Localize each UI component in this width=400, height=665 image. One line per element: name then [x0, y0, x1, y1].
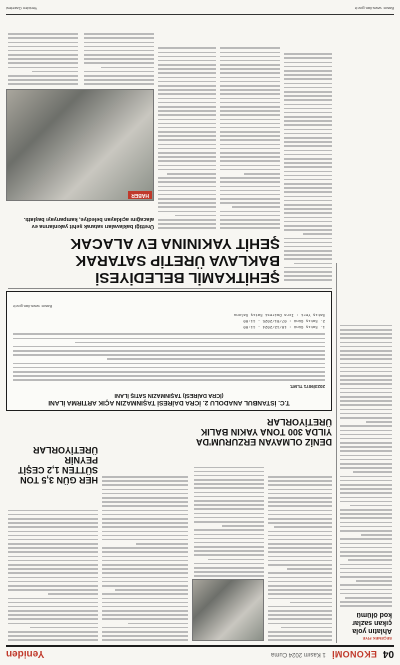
- page-number: 04: [382, 648, 394, 660]
- notice-row: Satış Yeri : İcra Dairesi Satış Salonu: [233, 312, 325, 316]
- main-headline-line1: ŞEHİTKAMİL BELEDİYESİ: [95, 269, 280, 286]
- notice-row: 1. Satış Günü : 10/12/2024 - 11:00: [243, 324, 325, 328]
- notice-subtitle: (İCRA DAİRESİ) TAŞINMAZIN SATIŞ İLANI: [114, 392, 224, 398]
- main-subhead: Ürettiği baklavaları satarak şehit yakınlarına ev alacağını açıklayan belediye, kampanyayı başlattı.: [23, 216, 154, 229]
- side-kicker: SEÇENEK FİYE: [362, 636, 392, 641]
- baklava-photo: [6, 89, 154, 201]
- footer-left: Basın: www.ilan.gov.tr: [354, 6, 394, 12]
- section-title: EKONOMİ: [331, 649, 377, 659]
- side-column-text: [340, 277, 392, 607]
- newspaper-logo: Yeniden: [6, 648, 45, 660]
- footer-right: Yeniden Gazetesi: [6, 6, 38, 12]
- page-footer: [6, 4, 394, 15]
- legal-notice-box: [6, 291, 332, 411]
- notice-footer: Basın: www.ilan.gov.tr: [13, 304, 53, 309]
- masthead: [6, 645, 394, 661]
- fish-story-text-col1: [268, 451, 332, 641]
- main-story-col2: [158, 25, 216, 229]
- notice-dates: [13, 311, 325, 329]
- notice-file-number: 2023/9071 TLMT.: [289, 384, 325, 389]
- cheese-story-text-col2: [8, 491, 98, 641]
- main-story-col4: [8, 25, 78, 85]
- issue-date: 1 Kasım 2024 Cuma: [271, 651, 326, 657]
- column-divider: [336, 263, 337, 643]
- section-divider: [8, 288, 332, 289]
- side-headline: Ahlatın yola çıkan sazlar kod ölümü: [352, 611, 392, 634]
- main-story-col1: [220, 25, 280, 229]
- cheese-headline: HER GÜN 3,5 TON SÜTTEN 1,2 CEŞİT PEYNİR ÜRETİYORLAR: [17, 445, 98, 485]
- main-headline-line3: ŞEHİT YAKININA EV ALACAK: [70, 235, 280, 252]
- notice-row: 2. Satış Günü : 07/01/2025 - 11:00: [243, 318, 325, 322]
- news-flag: HABER: [128, 191, 152, 199]
- main-story-col3: [84, 25, 154, 85]
- fish-story-text-col2: [194, 451, 264, 577]
- fish-headline: DENİZ OLMAYAN ERZURUM'DA YILDA 300 TONA YAKIN BALIK ÜRETİYORLAR: [196, 417, 332, 447]
- notice-title: T.C. İSTANBUL ANADOLU 2. İCRA DAİRESİ TAŞINMAZIN AÇIK ARTIRMA İLANI: [48, 399, 290, 406]
- cheese-story-text-col1: [102, 451, 188, 641]
- notice-body-text: [13, 331, 325, 381]
- main-headline-line2: BAKLAVA ÜRETİP SATARAK: [75, 252, 280, 269]
- fish-farm-photo: [192, 579, 264, 641]
- main-story-left-col: [284, 26, 332, 281]
